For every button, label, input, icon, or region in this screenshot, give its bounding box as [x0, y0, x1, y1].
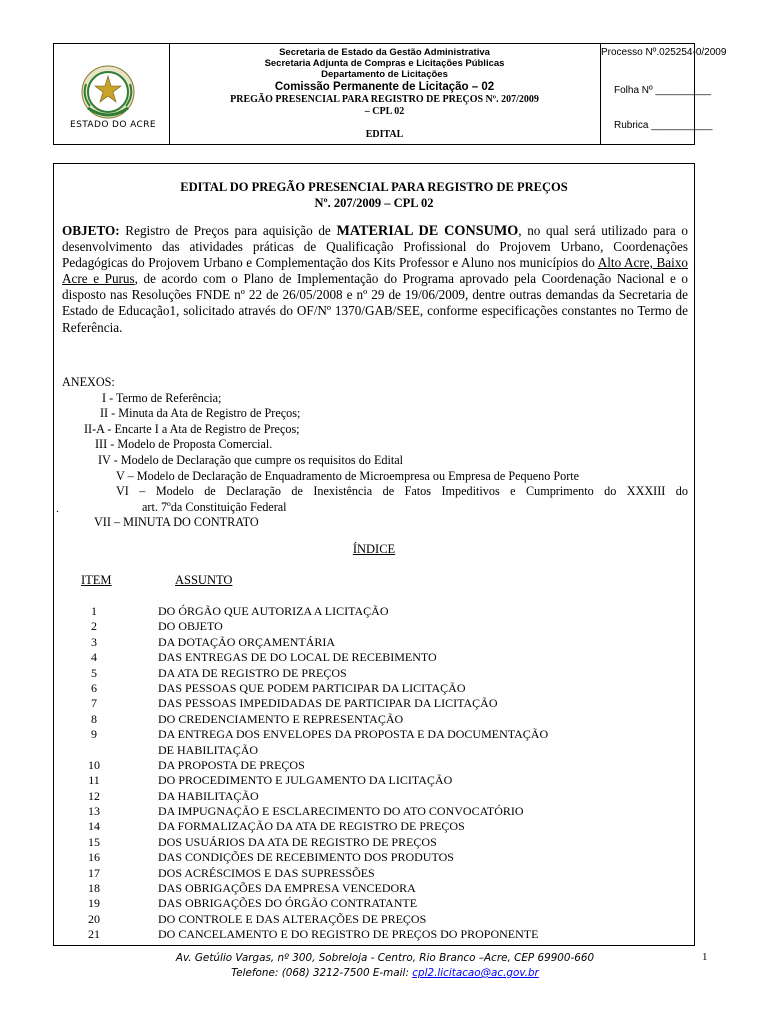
indice-row-number: 12 — [88, 788, 100, 803]
indice-row-subject: DO CANCELAMENTO E DO REGISTRO DE PREÇOS DO PROPONENTE — [158, 927, 539, 942]
indice-row — [54, 896, 694, 911]
objeto-material: MATERIAL DE CONSUMO — [336, 223, 519, 239]
indice-row — [54, 635, 694, 650]
footer-contact — [0, 967, 770, 979]
indice-row-subject: DO PROCEDIMENTO E JULGAMENTO DA LICITAÇÃO — [158, 773, 453, 788]
indice-row — [54, 819, 694, 834]
indice-row — [54, 758, 694, 773]
anexos-list — [62, 375, 688, 531]
indice-row-subject: DA FORMALIZAÇÃO DA ATA DE REGISTRO DE PREÇOS — [158, 819, 465, 834]
indice-row-number: 20 — [88, 911, 100, 926]
indice-row — [54, 619, 694, 634]
indice-row-subject: DOS ACRÉSCIMOS E DAS SUPRESSÕES — [158, 865, 375, 880]
anexo-item: II - Minuta da Ata de Registro de Preços; — [100, 406, 301, 421]
objeto-municipios: Alto Acre, Baixo Acre e Purus — [62, 255, 689, 287]
indice-row — [54, 866, 694, 881]
indice-col-item: ITEM — [81, 573, 112, 587]
indice-row — [54, 835, 694, 850]
document-title — [54, 179, 694, 211]
indice-row-number: 7 — [91, 696, 97, 711]
indice-row-number: 8 — [91, 711, 97, 726]
anexos-label: ANEXOS: — [62, 375, 115, 389]
indice-row-number: 17 — [88, 865, 100, 880]
indice-col-assunto: ASSUNTO — [175, 573, 233, 587]
indice-row-subject: DA ENTREGA DOS ENVELOPES DA PROPOSTA E DA DOCUMENTAÇÃO — [158, 727, 549, 742]
indice-row — [54, 681, 694, 696]
indice-row-subject: DA ATA DE REGISTRO DE PREÇOS — [158, 665, 347, 680]
indice-row-subject: DO CONTROLE E DAS ALTERAÇÕES DE PREÇOS — [158, 911, 427, 926]
indice-row — [54, 850, 694, 865]
indice-title: ÍNDICE — [352, 542, 396, 556]
objeto-text-2: , no qual será utilizado para o desenvolvimento das atividades práticas de Qualificação Profissional do Projovem Urbano, Coordenações Pedagógicas do Projovem Urbano e Complementação dos Kits Professor e Aluno nos municípios do — [62, 223, 689, 271]
title-line2: Nº. 207/2009 – CPL 02 — [314, 196, 434, 210]
indice-row-subject: DO CREDENCIAMENTO E REPRESENTAÇÃO — [158, 711, 404, 726]
indice-row-number: 5 — [91, 665, 97, 680]
header-departamento: Departamento de Licitações — [321, 69, 448, 80]
indice-row — [54, 712, 694, 727]
header-secretaria: Secretaria de Estado da Gestão Administrativa — [279, 47, 490, 58]
objeto-text-3: , de acordo com o Plano de Implementação do Programa aprovado pela Coordenação Nacional e o disposto nas Resoluções FNDE nº 22 de 26/05/2008 e nº 29 de 19/06/2009, dentre outras demandas da Secretaria de Estado de Educação1, solicitado através do OF/Nº 1370/GAB/SEE, conforme especificações constantes no Termo de Referência. — [62, 271, 688, 335]
acre-state-seal-icon — [78, 64, 138, 124]
objeto-label: OBJETO: — [62, 223, 120, 238]
indice-row-number: 16 — [88, 850, 100, 865]
footer-phone: Telefone: (068) 3212-7500 E-mail: — [231, 967, 413, 979]
indice-row-number: 21 — [88, 927, 100, 942]
indice-row-number: 10 — [88, 757, 100, 772]
indice-table — [54, 604, 694, 943]
header-title-cell — [169, 44, 601, 144]
indice-row — [54, 650, 694, 665]
indice-row-number: 14 — [88, 819, 100, 834]
anexo-item-vii: VII – MINUTA DO CONTRATO — [94, 515, 259, 530]
header-comissao: Comissão Permanente de Licitação – 02 — [274, 81, 495, 93]
objeto-text-1: Registro de Preços para aquisição de — [119, 223, 337, 238]
indice-row-subject: DAS OBRIGAÇÕES DO ÓRGÃO CONTRATANTE — [158, 896, 418, 911]
anexo-item: IV - Modelo de Declaração que cumpre os requisitos do Edital — [98, 452, 404, 467]
indice-row-subject: DAS CONDIÇÕES DE RECEBIMENTO DOS PRODUTOS — [158, 850, 454, 865]
indice-row-subject: DA HABILITAÇÃO — [158, 788, 259, 803]
indice-row-number: 1 — [91, 604, 97, 618]
header-edital: EDITAL — [365, 129, 404, 140]
indice-row-subject: DO OBJETO — [158, 619, 223, 634]
indice-row — [54, 727, 694, 758]
anexo-item-vi-line1: VI – Modelo de Declaração de Inexistência de Fatos Impeditivos e Cumprimento do XXXIII do — [116, 484, 688, 499]
indice-row-number: 15 — [88, 834, 100, 849]
header-pregao-line2: – CPL 02 — [364, 106, 405, 117]
indice-row — [54, 804, 694, 819]
header-secretaria-adjunta: Secretaria Adjunta de Compras e Licitações Públicas — [264, 58, 505, 69]
indice-row-number: 4 — [91, 650, 97, 665]
indice-row-subject: DA PROPOSTA DE PREÇOS — [158, 757, 305, 772]
indice-row-subject: DAS PESSOAS IMPEDIDADAS DE PARTICIPAR DA LICITAÇÃO — [158, 696, 498, 711]
header-pregao-line1: PREGÃO PRESENCIAL PARA REGISTRO DE PREÇOS Nº. 207/2009 — [230, 94, 539, 105]
indice-row-number: 18 — [88, 881, 100, 896]
document-frame — [53, 163, 695, 946]
title-line1: EDITAL DO PREGÃO PRESENCIAL PARA REGISTRO DE PREÇOS — [180, 180, 568, 194]
anexo-item: II-A - Encarte I a Ata de Registro de Preços; — [84, 421, 300, 436]
footer-email-link[interactable]: cpl2.licitacao@ac.gov.br — [412, 967, 539, 979]
page-number: 1 — [702, 951, 708, 963]
anexo-item: III - Modelo de Proposta Comercial. — [95, 437, 273, 452]
indice-row-number: 9 — [91, 727, 97, 742]
indice-row-subject: DAS OBRIGAÇÕES DA EMPRESA VENCEDORA — [158, 881, 416, 896]
indice-row — [54, 666, 694, 681]
indice-row-subject: DA DOTAÇÃO ORÇAMENTÁRIA — [158, 634, 336, 649]
anexo-item: V – Modelo de Declaração de Enquadramento de Microempresa ou Empresa de Pequeno Porte — [116, 468, 580, 483]
objeto-paragraph — [62, 223, 688, 336]
indice-row-number: 3 — [91, 634, 97, 649]
indice-row — [54, 927, 694, 942]
indice-row — [54, 912, 694, 927]
processo-number: Processo Nº.025254-0/2009 — [601, 47, 727, 58]
header-box — [53, 43, 727, 145]
folha-field: Folha Nº __________ — [614, 85, 712, 96]
footer-address: Av. Getúlio Vargas, nº 300, Sobreloja - Centro, Rio Branco –Acre, CEP 69900-660 — [175, 952, 595, 964]
indice-row-subject-cont: DE HABILITAÇÃO — [158, 742, 259, 757]
header-process-cell — [601, 44, 727, 144]
indice-row-number: 6 — [91, 680, 97, 695]
rubrica-field: Rubrica ___________ — [614, 120, 713, 131]
indice-row-number: 19 — [88, 896, 100, 911]
stray-dot: . — [56, 501, 59, 515]
estado-label: ESTADO DO ACRE — [70, 120, 156, 130]
header-logo-cell — [54, 44, 170, 144]
indice-row-number: 2 — [91, 619, 97, 634]
anexo-item: I - Termo de Referência; — [102, 390, 222, 405]
anexo-item-vi-line2: art. 7ºda Constituição Federal — [142, 499, 287, 514]
indice-row-subject: DO ÓRGÃO QUE AUTORIZA A LICITAÇÃO — [158, 604, 389, 618]
indice-row-subject: DOS USUÁRIOS DA ATA DE REGISTRO DE PREÇOS — [158, 834, 437, 849]
indice-row — [54, 881, 694, 896]
indice-row — [54, 604, 694, 619]
indice-row — [54, 773, 694, 788]
indice-row-subject: DA IMPUGNAÇÃO E ESCLARECIMENTO DO ATO CONVOCATÓRIO — [158, 804, 524, 819]
indice-row — [54, 696, 694, 711]
indice-row-subject: DAS ENTREGAS DE DO LOCAL DE RECEBIMENTO — [158, 650, 437, 665]
indice-row-subject: DAS PESSOAS QUE PODEM PARTICIPAR DA LICITAÇÃO — [158, 680, 466, 695]
indice-row-number: 13 — [88, 804, 100, 819]
indice-row — [54, 789, 694, 804]
indice-row-number: 11 — [88, 773, 100, 788]
